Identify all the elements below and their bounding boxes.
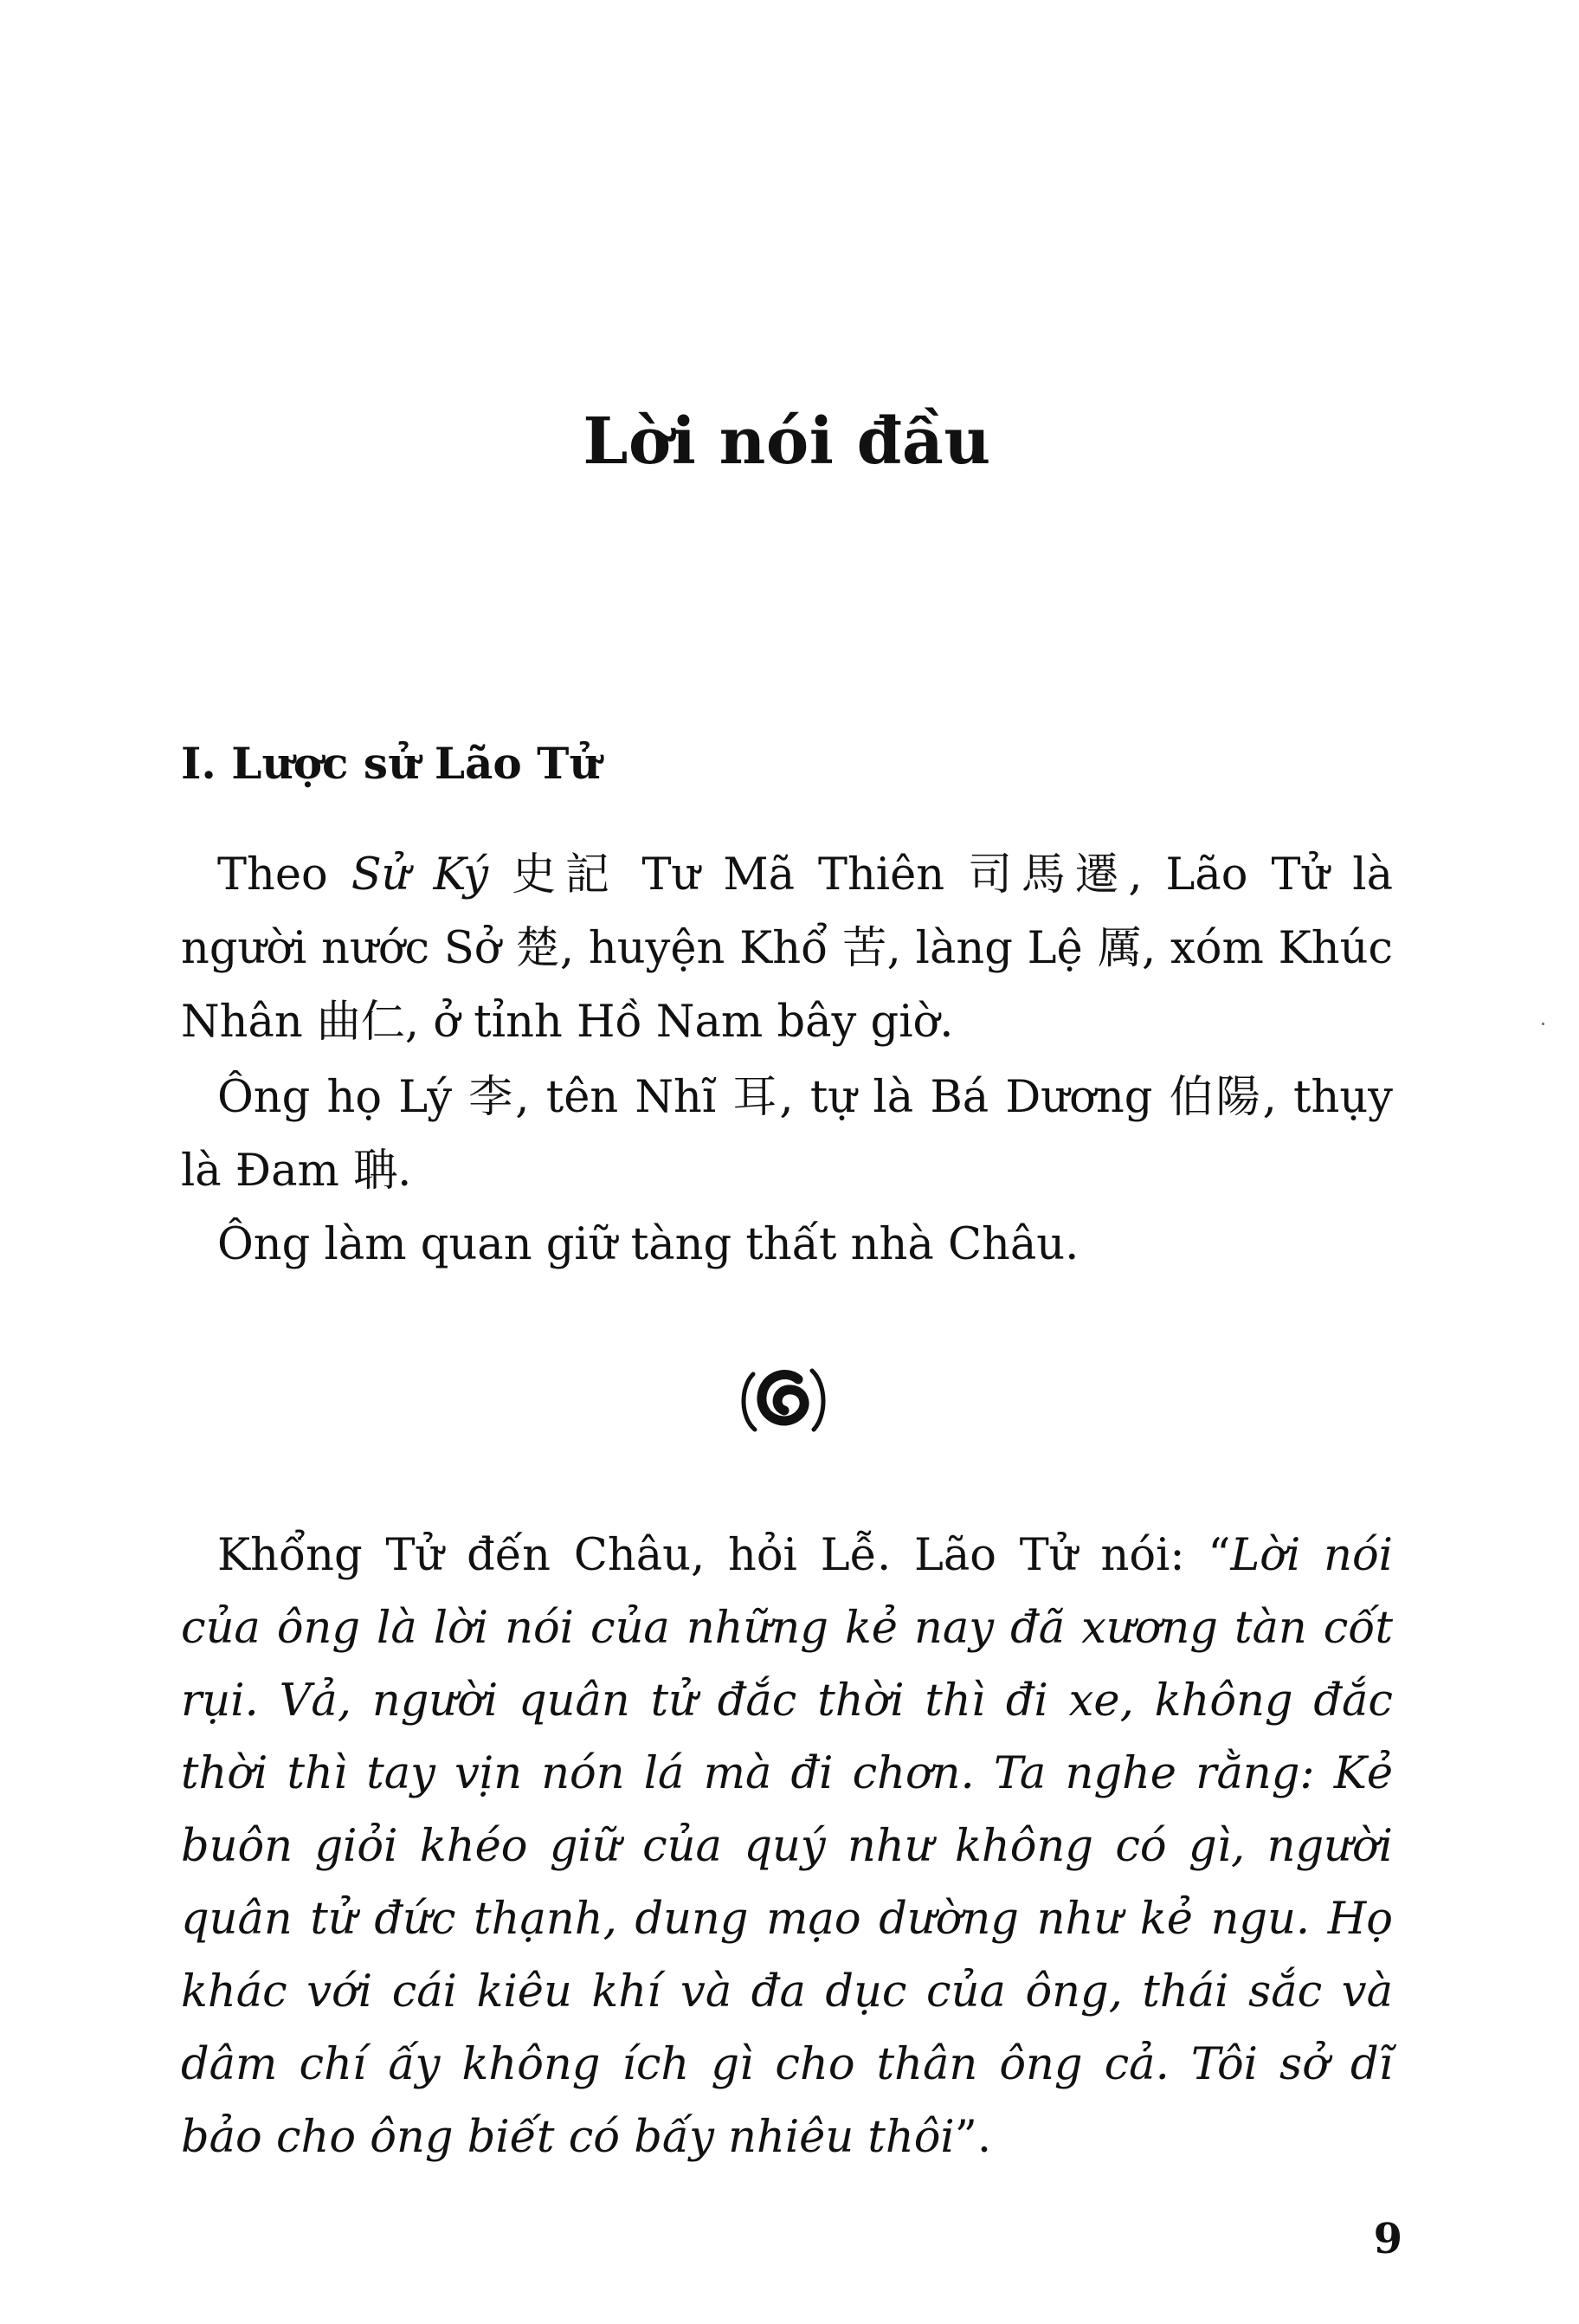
page-title: Lời nói đầu — [583, 404, 991, 479]
paragraph-1-rest: 史記 Tư Mã Thiên 司馬遷, Lão Tử là người nước Sở 楚, huyện Khổ 苦, làng Lệ 厲, xóm Khúc Nhân 曲仁, ở tỉnh Hồ Nam bây giờ. — [181, 849, 1393, 1048]
print-speck — [1542, 1023, 1544, 1025]
paragraph-4-suffix: ”. — [954, 2112, 992, 2163]
page-number: 9 — [1373, 2215, 1402, 2263]
paragraph-4 — [181, 1520, 1393, 2174]
paragraph-2: Ông họ Lý 李, tên Nhĩ 耳, tự là Bá Dương 伯陽, thụy là Đam 聃. — [181, 1072, 1393, 1197]
paragraph-3: Ông làm quan giữ tàng thất nhà Châu. — [217, 1219, 1080, 1270]
laozi-quote: Lời nói của ông là lời nói của những kẻ nay đã xương tàn cốt rụi. Vả, người quân tử đắc thời thì đi xe, không đắc thời thì tay vịn nón lá mà đi chơn. Ta nghe rằng: Kẻ buôn giỏi khéo giữ của quý như không có gì, người quân tử đức thạnh, dung mạo dường như kẻ ngu. Họ khác với cái kiêu khí và đa dục của ông, thái sắc và dâm chí ấy không ích gì cho thân ông cả. Tôi sở dĩ bảo cho ông biết có bấy nhiêu thôi — [181, 1530, 1393, 2163]
paragraph-4-prefix: Khổng Tử đến Châu, hỏi Lễ. Lão Tử nói: “ — [217, 1530, 1231, 1581]
paragraph-1 — [181, 838, 1393, 1059]
paragraph-1-prefix: Theo — [217, 849, 351, 901]
swirl-ornament-icon — [736, 1357, 831, 1443]
section-heading: I. Lược sử Lão Tử — [181, 738, 601, 789]
book-title-su-ky: Sử Ký — [351, 849, 489, 901]
